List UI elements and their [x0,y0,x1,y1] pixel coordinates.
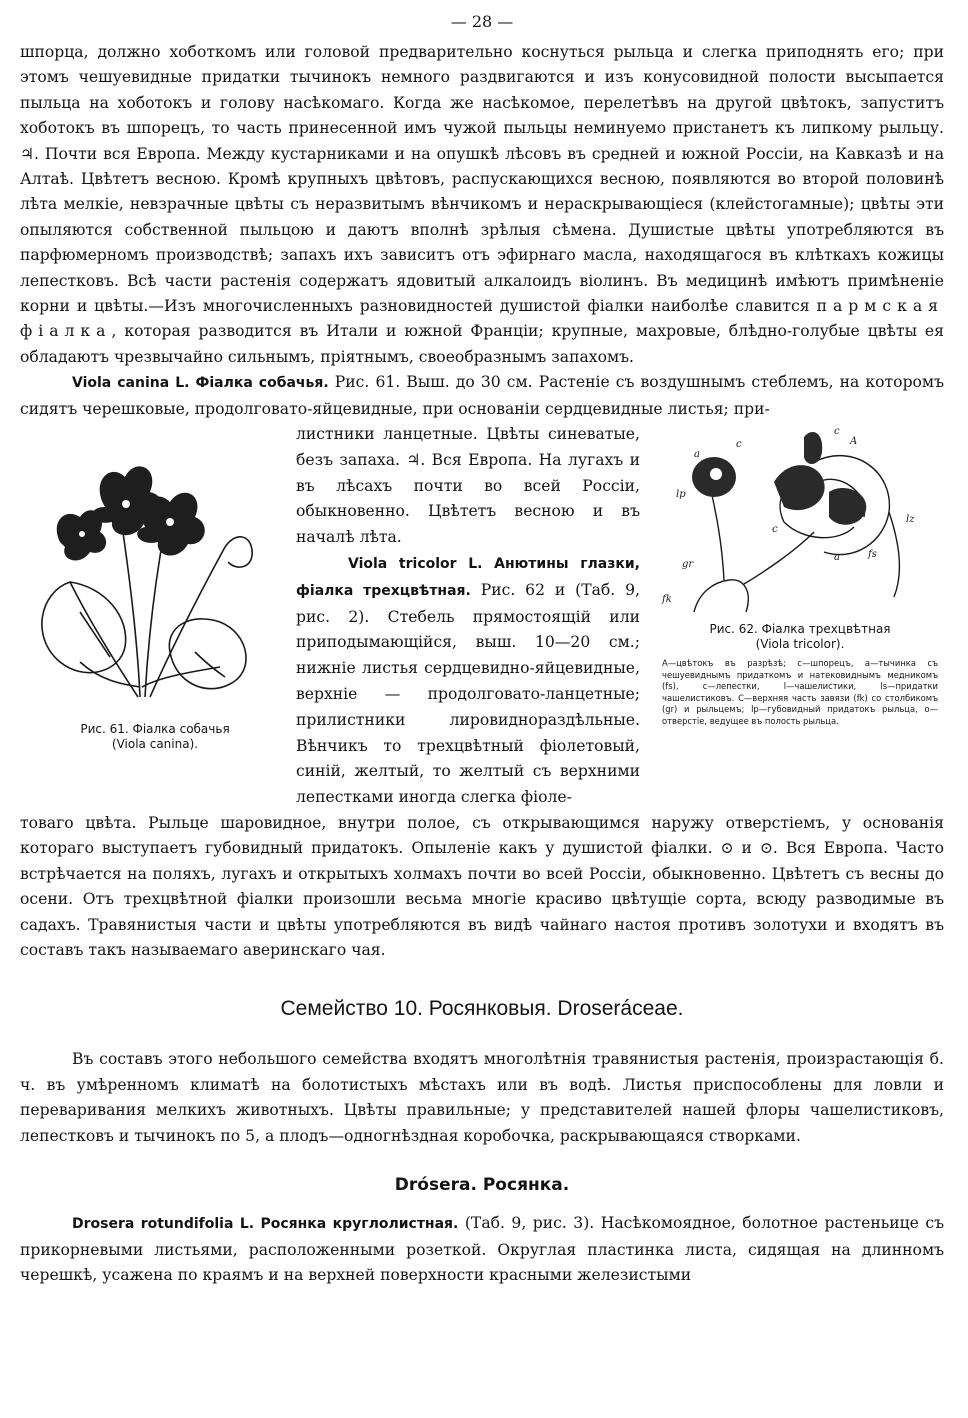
drosera-text: (Таб. 9, рис. 3). Насѣкомоядное, болотное растеньице съ прикорневыми листьями, расположенными розеткой. Округлая пластинка листа, сидящая на длинномъ черешкѣ, усажена по краямъ и на верхней поверхности красными железистыми [20,1214,944,1284]
figure-62 [654,422,946,728]
drosera-name: Drosera rotundifolia L. Росянка круглолистная. [72,1216,459,1233]
viola-canina-text: Рис. 61. Выш. до 30 см. Растеніе съ воздушнымъ стеблемъ, на которомъ сидятъ черешковые, продолговато-яйцевидные, при основаніи сердцевидные листья; при- [20,373,944,418]
svg-text:c: c [772,524,778,536]
viola-canina-name: Viola canina L. Фіалка собачья. [72,375,329,392]
parma-violet-spaced: пармская фіалка [20,297,944,341]
viola-tricolor-text: Рис. 62 и (Таб. 9, рис. 2). Стебель прямостоящій или приподымающійся, выш. 10—20 см.; нижніе листья сердцевидно-яйцевидные, верхніе — продолговато-ланцетные; прилистники лировиднораздѣльные. Вѣнчикъ то трехцвѣтный фіолетовый, синій, желтый, то желтый съ верхними лепестками иногда слегка фіоле- [296,580,640,807]
svg-text:a: a [834,552,840,564]
svg-text:lp: lp [676,489,686,501]
figure-62-caption-2: (Viola tricolor). [755,637,845,652]
figure-61-caption-1: Рис. 61. Фіалка собачья [80,722,230,737]
paragraph-viola-odorata-end [20,40,944,370]
viola-canina-illustration [20,422,290,722]
figure-62-legend: А—цвѣтокъ въ разрѣзѣ; с—шпорецъ, а—тычинка съ чешуевиднымъ придаткомъ и натековиднымъ медникомъ (fs), с—лепестки, l—чашелистики, ls—придатки чашелистиковъ. С—верхняя часть завязи (fk) со столбикомъ (gr) и рыльцемъ; lp—губовидный придатокъ рыльца, о—отверстіе, ведущее въ полость рыльца. [662,658,938,727]
genus-title: Drósera. Росянка. [394,1175,570,1196]
figure-61-caption-2: (Viola canina). [111,737,199,752]
page [20,10,944,1288]
para1-text: шпорца, должно хоботкомъ или головой предварительно коснуться рыльца и слегка приподнять его; при этомъ чешуевидные придатки тычинокъ немного раздвигаются и изъ конусовидной полости высыпается пыльца на хоботокъ и голову насѣкомаго. Когда же насѣкомое, перелетѣвъ на другой цвѣтокъ, запуститъ хоботокъ въ шпорецъ, то часть принесенной имъ чужой пыльцы неминуемо пристанетъ къ липкому рыльцу. ♃. Почти вся Европа. Между кустарниками и на опушкѣ лѣсовъ въ средней и южной Россіи, на Кавказѣ и на Алтаѣ. Цвѣтетъ весною. Кромѣ крупныхъ цвѣтовъ, распускающихся весною, появляются во второй половинѣ лѣта мелкіе, невзрачные цвѣты съ неразвитымъ вѣнчикомъ и нераскрывающіеся (клейстогамные); цвѣты эти опыляются собственной пыльцою и даютъ вполнѣ зрѣлыя сѣмена. Душистые цвѣты употребляются въ парфюмерномъ производствѣ; запахъ ихъ зависитъ отъ эфирнаго масла, находящагося въ клѣткахъ кожицы лепестковъ. Всѣ части растенія содержатъ ядовитый алкалоидъ віолинъ. Въ медицинѣ имѣютъ примѣненіе корни и цвѣты.—Изъ многочисленныхъ разновидностей душистой фіалки наиболѣе славится [20,43,944,316]
page-number: — 28 — [450,12,514,31]
figure-62-caption-1: Рис. 62. Фіалка трехцвѣтная [709,622,891,637]
figure-61 [20,422,290,752]
viola-tricolor-name: Viola tricolor L. Анютины глазки, фіалка трехцвѣтная. [296,556,640,599]
svg-text:lz: lz [906,514,915,526]
viola-canina-continued: листники ланцетные. Цвѣты синеватые, безъ запаха. ♃. Вся Европа. На лугахъ и въ лѣсахъ почти во всей Россіи, обыкновенно. Цвѣтетъ весною и въ началѣ лѣта. [296,425,640,547]
svg-text:gr: gr [682,559,694,571]
family-title: Семейство 10. Росянковыя. Droseráceae. [280,997,684,1021]
svg-text:fs: fs [868,549,877,561]
wrapped-text-column [296,422,640,811]
paragraph-viola-tricolor [296,551,640,811]
para1-end-text: , которая разводится въ Итали и южной Франціи; крупные, махровые, блѣдно-голубые цвѣты ея обладаютъ чрезвычайно сильнымъ, пріятнымъ, своеобразнымъ запахомъ. [20,322,944,366]
svg-text:c: c [834,426,840,438]
svg-text:c: c [736,439,742,451]
paragraph-viola-canina [20,370,944,422]
svg-text:a: a [694,449,700,461]
viola-tricolor-illustration [654,422,946,622]
figure-row [20,422,944,811]
svg-text:A: A [850,436,858,448]
svg-text:fk: fk [662,594,672,606]
paragraph-viola-tricolor-continued: товаго цвѣта. Рыльце шаровидное, внутри полое, съ открывающимся наружу отверстіемъ, у основанія котораго выступаетъ губовидный придатокъ. Опыленіе какъ у душистой фіалки. ⊙ и ⊙. Вся Европа. Часто встрѣчается на поляхъ, лугахъ и открытыхъ холмахъ почти во всей Россіи, обыкновенно. Цвѣтетъ съ весны до осени. Отъ трехцвѣтной фіалки произошли весьма многіе красиво цвѣтущіе сорта, всюду разводимые въ садахъ. Травянистыя части и цвѣты употребляются въ видѣ чайнаго настоя противъ золотухи и входятъ въ составъ такъ называемаго аверинскаго чая. [20,814,944,960]
paragraph-family-description: Въ составъ этого небольшого семейства входятъ многолѣтнія травянистыя растенія, произрастающія б. ч. въ умѣренномъ климатѣ на болотистыхъ мѣстахъ или въ водѣ. Листья приспособлены для ловли и переваривания мелкихъ животныхъ. Цвѣты правильные; у представителей нашей флоры чашелистиковъ, лепестковъ и тычинокъ по 5, а плодъ—одногнѣздная коробочка, раскрывающаяся створками. [20,1050,944,1145]
paragraph-drosera [20,1211,944,1288]
